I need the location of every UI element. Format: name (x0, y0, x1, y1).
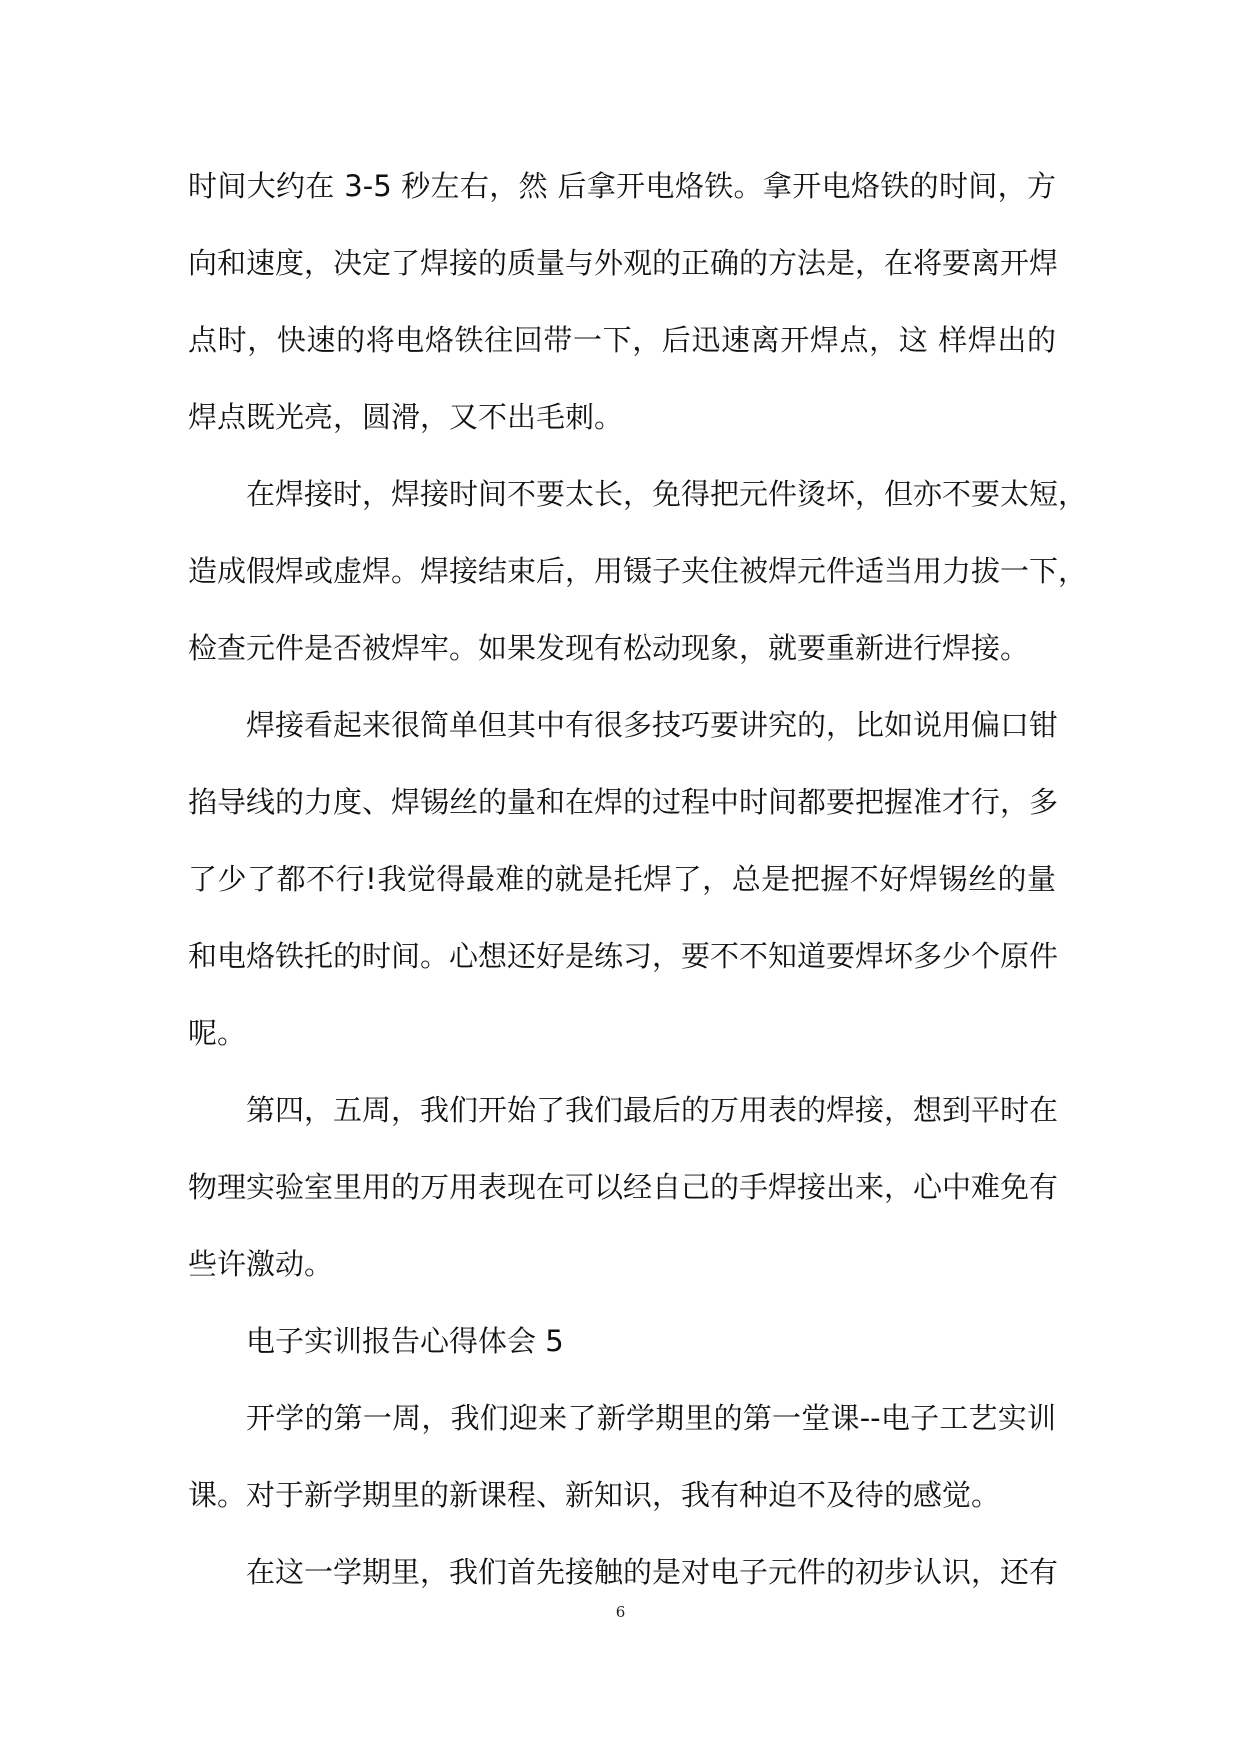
page-number: 6 (615, 1603, 626, 1621)
text-line: 时间大约在 3-5 秒左右，然 后拿开电烙铁。拿开电烙铁的时间，方 (188, 169, 1056, 203)
body-text (188, 148, 1088, 1611)
text-line: 在焊接时，焊接时间不要太长，免得把元件烫坏，但亦不要太短， (246, 477, 1088, 511)
section-heading: 电子实训报告心得体会 5 (246, 1324, 564, 1358)
text-line: 造成假焊或虚焊。焊接结束后，用镊子夹住被焊元件适当用力拔一下， (188, 554, 1088, 588)
text-line: 焊接看起来很简单但其中有很多技巧要讲究的，比如说用偏口钳 (246, 708, 1059, 742)
text-line: 些许激动。 (188, 1247, 334, 1281)
text-line: 和电烙铁托的时间。心想还好是练习，要不不知道要焊坏多少个原件 (188, 939, 1059, 973)
text-line: 向和速度，决定了焊接的质量与外观的正确的方法是，在将要离开焊 (188, 246, 1059, 280)
text-line: 开学的第一周，我们迎来了新学期里的第一堂课--电子工艺实训 (246, 1401, 1056, 1435)
text-line: 呢。 (188, 1016, 247, 1050)
text-line: 在这一学期里，我们首先接触的是对电子元件的初步认识，还有 (246, 1555, 1059, 1589)
text-line: 了少了都不行!我觉得最难的就是托焊了，总是把握不好焊锡丝的量 (188, 862, 1056, 896)
text-line: 焊点既光亮，圆滑，又不出毛刺。 (188, 400, 624, 434)
text-line: 检查元件是否被焊牢。如果发现有松动现象，就要重新进行焊接。 (188, 631, 1030, 665)
text-line: 掐导线的力度、焊锡丝的量和在焊的过程中时间都要把握准才行，多 (188, 785, 1059, 819)
text-line: 物理实验室里用的万用表现在可以经自己的手焊接出来，心中难免有 (188, 1170, 1059, 1204)
text-line: 第四，五周，我们开始了我们最后的万用表的焊接，想到平时在 (246, 1093, 1059, 1127)
text-line: 课。对于新学期里的新课程、新知识，我有种迫不及待的感觉。 (188, 1478, 1001, 1512)
text-line: 点时，快速的将电烙铁往回带一下，后迅速离开焊点，这 样焊出的 (188, 323, 1056, 357)
